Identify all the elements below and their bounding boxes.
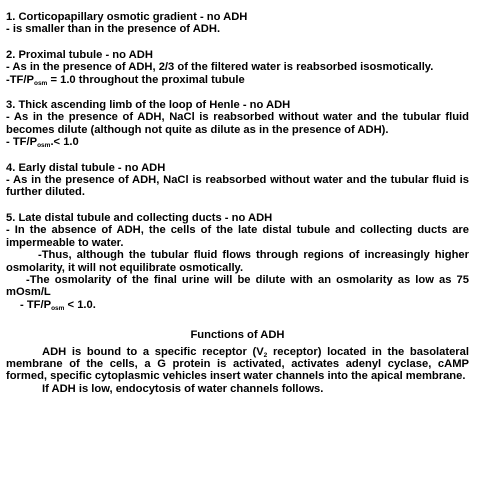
section-1 (6, 11, 469, 36)
section-5-paragraph-3: -The osmolarity of the final urine will be dilute with an osmolarity as low as 75 mOsm/L (6, 273, 469, 299)
section-2-tf-line (6, 74, 469, 86)
section-5-tf-line (6, 299, 469, 311)
functions-heading: Functions of ADH (190, 329, 285, 342)
section-2-title: 2. Proximal tubule - no ADH (6, 48, 153, 61)
section-2-paragraph: - As in the presence of ADH, 2/3 of the filtered water is reabsorbed isosmotically. (6, 61, 434, 74)
section-5-paragraph-2: -Thus, although the tubular fluid flows through regions of increasingly higher osmolarity, it will not equilibrate osmotically. (6, 249, 469, 274)
tf-suffix: < 1.0. (64, 298, 96, 311)
section-2 (6, 49, 469, 86)
section-5-title: 5. Late distal tubule and collecting ducts - no ADH (6, 211, 273, 224)
tf-subscript: osm (51, 304, 65, 312)
tf-prefix: - TF/P (20, 298, 52, 311)
receptor-subscript: 2 (263, 351, 268, 359)
section-3 (6, 99, 469, 149)
section-3-title: 3. Thick ascending limb of the loop of Henle - no ADH (6, 99, 291, 112)
functions-text-a: ADH is bound to a specific receptor (V (42, 345, 264, 358)
tf-prefix: - TF/P (6, 136, 38, 149)
section-4 (6, 162, 469, 199)
functions-paragraph-2: If ADH is low, endocytosis of water channels follows. (42, 382, 324, 395)
section-1-title: 1. Corticopapillary osmotic gradient - no ADH (6, 11, 248, 23)
section-4-title: 4. Early distal tubule - no ADH (6, 161, 166, 174)
tf-subscript: osm (33, 79, 48, 87)
section-3-tf-line (6, 136, 469, 148)
functions-paragraph (6, 346, 469, 383)
section-4-paragraph: - As in the presence of ADH, NaCl is reabsorbed without water and the tubular fluid is further diluted. (6, 174, 469, 199)
section-5-paragraph: - In the absence of ADH, the cells of the late distal tubule and collecting ducts are impermeable to water. (6, 224, 469, 249)
section-3-paragraph: - As in the presence of ADH, NaCl is reabsorbed without water and the tubular fluid becomes dilute (although not quite as dilute as in the presence of ADH). (6, 111, 469, 136)
section-5 (6, 212, 469, 311)
tf-subscript: osm (37, 142, 51, 150)
document-page (6, 11, 469, 395)
tf-suffix: = 1.0 throughout the proximal tubule (47, 73, 245, 86)
functions-text-b: receptor) located in the basolateral membrane of the cells, a G protein is activated, activates adenyl cyclase, cAMP formed, specific cytoplasmic vehicles insert water channels into the apical membrane. (6, 345, 469, 383)
section-1-line: - is smaller than in the presence of ADH. (6, 23, 221, 36)
tf-suffix: .< 1.0 (50, 136, 79, 149)
tf-prefix: -TF/P (6, 73, 34, 86)
